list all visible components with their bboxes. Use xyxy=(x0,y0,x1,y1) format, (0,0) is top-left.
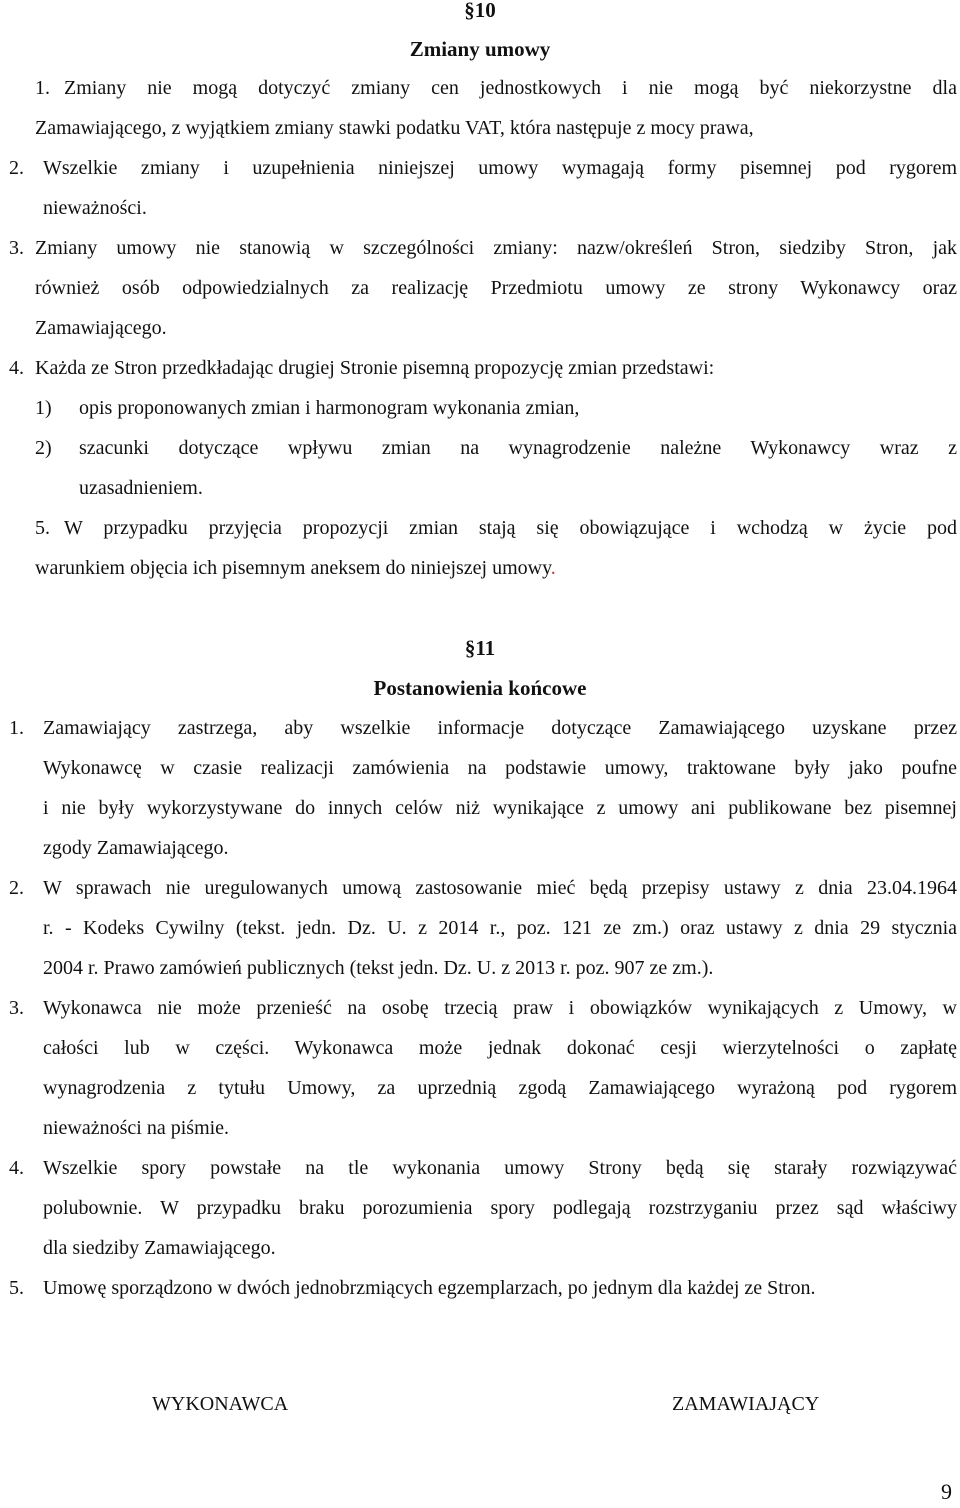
s10-p4-item2-line1: szacunki dotyczące wpływu zmian na wynagrodzenie należne Wykonawcy wraz z xyxy=(79,437,957,459)
s11-p2-line3: 2004 r. Prawo zamówień publicznych (tekst jedn. Dz. U. z 2013 r. poz. 907 ze zm.). xyxy=(43,957,714,979)
s10-p3-line2: również osób odpowiedzialnych za realizację Przedmiotu umowy ze strony Wykonawcy oraz xyxy=(35,277,957,299)
section-11-number: §11 xyxy=(464,636,496,660)
s10-p4-item1: opis proponowanych zmian i harmonogram wykonania zmian, xyxy=(79,397,580,419)
s11-p2-line1: W sprawach nie uregulowanych umową zastosowanie mieć będą przepisy ustawy z dnia 23.04.1964 xyxy=(43,877,957,899)
s11-p3-line2: całości lub w części. Wykonawca może jednak dokonać cesji wierzytelności o zapłatę xyxy=(43,1037,957,1059)
s10-p4-number: 4. xyxy=(9,357,24,379)
s11-p2-line2: r. - Kodeks Cywilny (tekst. jedn. Dz. U. z 2014 r., poz. 121 ze zm.) oraz ustawy z dnia 29 stycznia xyxy=(43,917,957,939)
s11-p3-line4: nieważności na piśmie. xyxy=(43,1117,230,1139)
s10-p2-number: 2. xyxy=(9,157,24,179)
s10-p5-line2 xyxy=(35,554,556,582)
s11-p5-line1: Umowę sporządzono w dwóch jednobrzmiących egzemplarzach, po jednym dla każdej ze Stron. xyxy=(43,1277,816,1299)
s11-p1-number: 1. xyxy=(9,717,24,739)
s11-p4-line1: Wszelkie spory powstałe na tle wykonania umowy Strony będą się starały rozwiązywać xyxy=(43,1157,957,1179)
s11-p3-line1: Wykonawca nie może przenieść na osobę trzecią praw i obowiązków wynikających z Umowy, w xyxy=(43,997,957,1019)
section-11-title: Postanowienia końcowe xyxy=(373,676,587,700)
s10-p5-number: 5. xyxy=(35,517,50,539)
page-number: 9 xyxy=(941,1479,952,1504)
s11-p1-line2: Wykonawcę w czasie realizacji zamówienia na podstawie umowy, traktowane były jako poufne xyxy=(43,757,957,779)
s10-p4-item1-number: 1) xyxy=(35,397,52,419)
s11-p4-line2: polubownie. W przypadku braku porozumienia spory podlegają rozstrzyganiu przez sąd właściwy xyxy=(43,1197,957,1219)
s11-p4-line3: dla siedziby Zamawiającego. xyxy=(43,1237,276,1259)
s10-p4-item2-line2: uzasadnieniem. xyxy=(79,477,203,499)
s10-p5-line2-text: warunkiem objęcia ich pisemnym aneksem do niniejszej umowy xyxy=(35,557,551,579)
section-10-title: Zmiany umowy xyxy=(409,37,551,61)
s11-p5-number: 5. xyxy=(9,1277,24,1299)
section-10-number: §10 xyxy=(464,0,496,22)
s11-p1-line4: zgody Zamawiającego. xyxy=(43,837,229,859)
s10-p1-line2: Zamawiającego, z wyjątkiem zmiany stawki podatku VAT, która następuje z mocy prawa, xyxy=(35,117,754,139)
s10-p1-number: 1. xyxy=(35,77,50,99)
s10-p3-line3: Zamawiającego. xyxy=(35,317,167,339)
s10-p1-line1: Zmiany nie mogą dotyczyć zmiany cen jednostkowych i nie mogą być niekorzystne dla xyxy=(64,77,957,99)
s11-p4-number: 4. xyxy=(9,1157,24,1179)
s10-p4-line1: Każda ze Stron przedkładając drugiej Stronie pisemną propozycję zmian przedstawi: xyxy=(35,357,715,379)
signature-client: ZAMAWIAJĄCY xyxy=(672,1393,820,1415)
signature-contractor: WYKONAWCA xyxy=(152,1393,289,1415)
s10-p4-item2-number: 2) xyxy=(35,437,52,459)
s10-p3-line1: Zmiany umowy nie stanowią w szczególności zmiany: nazw/określeń Stron, siedziby Stron, jak xyxy=(35,237,957,259)
s11-p1-line1: Zamawiający zastrzega, aby wszelkie informacje dotyczące Zamawiającego uzyskane przez xyxy=(43,717,957,739)
s10-p3-number: 3. xyxy=(9,237,24,259)
s10-p2-line2: nieważności. xyxy=(43,197,147,219)
s10-p2-line1: Wszelkie zmiany i uzupełnienia niniejszej umowy wymagają formy pisemnej pod rygorem xyxy=(43,157,957,179)
s11-p3-line3: wynagrodzenia z tytułu Umowy, za uprzednią zgodą Zamawiającego wyrażoną pod rygorem xyxy=(43,1077,957,1099)
s10-p5-line2-period: . xyxy=(550,557,556,579)
s11-p3-number: 3. xyxy=(9,997,24,1019)
s10-p5-line1: W przypadku przyjęcia propozycji zmian stają się obowiązujące i wchodzą w życie pod xyxy=(64,517,957,539)
s11-p2-number: 2. xyxy=(9,877,24,899)
s11-p1-line3: i nie były wykorzystywane do innych celów niż wynikające z umowy ani publikowane bez pisemnej xyxy=(43,797,957,819)
